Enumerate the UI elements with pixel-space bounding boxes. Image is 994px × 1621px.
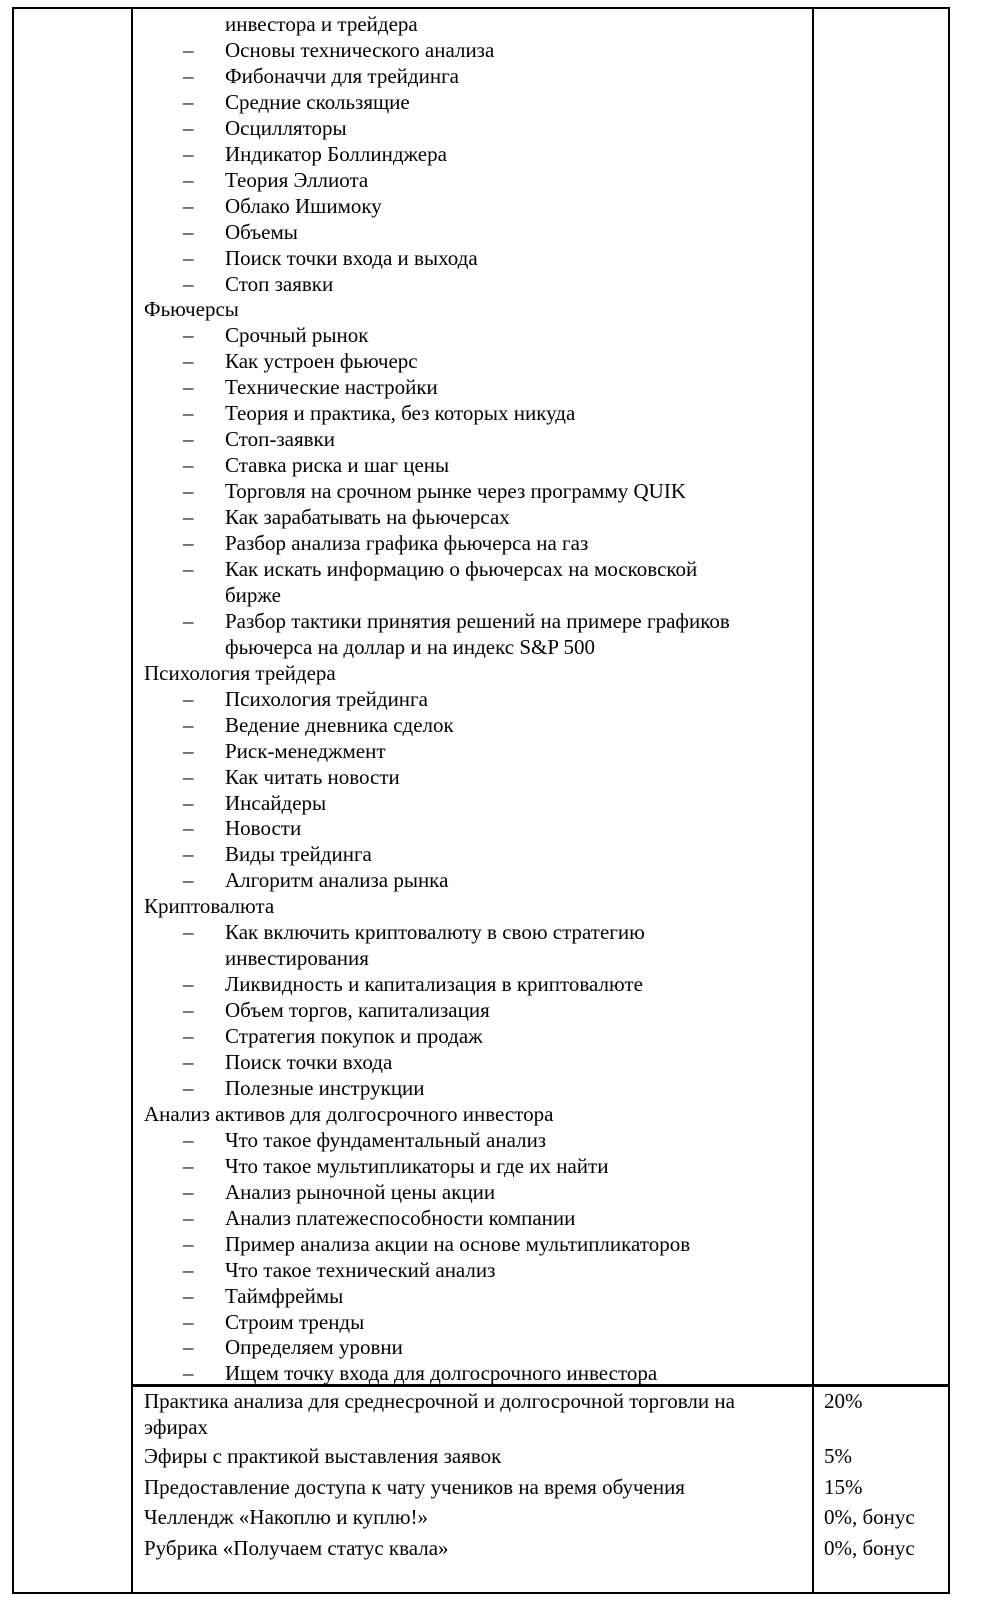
list-bullet: – — [183, 272, 194, 296]
section-heading: Криптовалюта — [144, 894, 275, 918]
list-bullet: – — [183, 168, 194, 192]
section-heading: Фьючерсы — [144, 297, 239, 321]
row-share-value: 0%, бонус — [824, 1536, 915, 1560]
row-description: Предоставление доступа к чату учеников на время обучения — [144, 1475, 685, 1499]
list-bullet: – — [183, 557, 194, 581]
list-bullet: – — [183, 479, 194, 503]
list-bullet: – — [183, 375, 194, 399]
list-item: Как читать новости — [225, 765, 400, 789]
row-share-value: 5% — [824, 1444, 852, 1468]
list-item: Разбор анализа графика фьючерса на газ — [225, 531, 589, 555]
row-description: Эфиры с практикой выставления заявок — [144, 1444, 502, 1468]
list-item: Разбор тактики принятия решений на примере графиков — [225, 609, 730, 633]
list-item: Объем торгов, капитализация — [225, 998, 490, 1022]
list-bullet: – — [183, 1206, 194, 1230]
list-bullet: – — [183, 687, 194, 711]
section-heading: Анализ активов для долгосрочного инвестора — [144, 1102, 554, 1126]
list-bullet: – — [183, 64, 194, 88]
list-item: Пример анализа акции на основе мультипликаторов — [225, 1232, 691, 1256]
list-item: Стоп-заявки — [225, 427, 335, 451]
list-item: Виды трейдинга — [225, 842, 372, 866]
list-item-continuation: бирже — [225, 583, 281, 607]
list-bullet: – — [183, 505, 194, 529]
list-bullet: – — [183, 1050, 194, 1074]
list-item: Ставка риска и шаг цены — [225, 453, 450, 477]
row-share-value: 15% — [824, 1475, 863, 1499]
list-item: Индикатор Боллинджера — [225, 142, 447, 166]
list-item: Ликвидность и капитализация в криптовалюте — [225, 972, 643, 996]
list-item: Теория и практика, без которых никуда — [225, 401, 576, 425]
list-bullet: – — [183, 1076, 194, 1100]
list-bullet: – — [183, 401, 194, 425]
list-item: Как устроен фьючерс — [225, 349, 418, 373]
list-bullet: – — [183, 1335, 194, 1359]
list-bullet: – — [183, 816, 194, 840]
list-bullet: – — [183, 765, 194, 789]
list-item: Анализ платежеспособности компании — [225, 1206, 576, 1230]
list-bullet: – — [183, 1128, 194, 1152]
list-item: Определяем уровни — [225, 1335, 403, 1359]
list-item: Инсайдеры — [225, 791, 327, 815]
section-heading: Психология трейдера — [144, 661, 336, 685]
list-item: Новости — [225, 816, 302, 840]
list-bullet: – — [183, 323, 194, 347]
list-bullet: – — [183, 1154, 194, 1178]
list-item: Средние скользящие — [225, 90, 410, 114]
list-bullet: – — [183, 609, 194, 633]
list-bullet: – — [183, 1180, 194, 1204]
list-bullet: – — [183, 972, 194, 996]
list-bullet: – — [183, 38, 194, 62]
list-bullet: – — [183, 349, 194, 373]
list-item: Поиск точки входа — [225, 1050, 393, 1074]
list-bullet: – — [183, 1024, 194, 1048]
row-description: Практика анализа для среднесрочной и долгосрочной торговли на — [144, 1389, 735, 1413]
list-item: Теория Эллиота — [225, 168, 369, 192]
row-share-value: 0%, бонус — [824, 1505, 915, 1529]
list-bullet: – — [183, 739, 194, 763]
list-bullet: – — [183, 116, 194, 140]
list-item: Психология трейдинга — [225, 687, 428, 711]
row-description: эфирах — [144, 1415, 209, 1439]
table-border-right — [948, 7, 950, 1594]
list-item: Как включить криптовалюту в свою стратегию — [225, 920, 645, 944]
list-item: Строим тренды — [225, 1310, 365, 1334]
list-item: Стоп заявки — [225, 272, 334, 296]
list-item: Как зарабатывать на фьючерсах — [225, 505, 510, 529]
list-item: Анализ рыночной цены акции — [225, 1180, 496, 1204]
list-item: Ищем точку входа для долгосрочного инвестора — [225, 1361, 658, 1385]
table-border-bottom — [12, 1592, 950, 1594]
list-bullet: – — [183, 220, 194, 244]
table-border-top — [12, 7, 950, 9]
list-bullet: – — [183, 531, 194, 555]
list-item: Поиск точки входа и выхода — [225, 246, 478, 270]
list-item: Фибоначчи для трейдинга — [225, 64, 460, 88]
list-item: Срочный рынок — [225, 323, 369, 347]
list-bullet: – — [183, 453, 194, 477]
list-item-continuation: фьючерса на доллар и на индекс S&P 500 — [225, 635, 596, 659]
list-item: Таймфреймы — [225, 1284, 344, 1308]
list-bullet: – — [183, 842, 194, 866]
list-bullet: – — [183, 920, 194, 944]
row-description: Рубрика «Получаем статус квала» — [144, 1536, 449, 1560]
column-divider-left — [131, 7, 133, 1594]
list-item: Алгоритм анализа рынка — [225, 868, 449, 892]
list-bullet: – — [183, 1310, 194, 1334]
list-bullet: – — [183, 427, 194, 451]
list-bullet: – — [183, 142, 194, 166]
table-border-left — [12, 7, 14, 1594]
list-item: Торговля на срочном рынке через программу QUIK — [225, 479, 686, 503]
list-item: Как искать информацию о фьючерсах на московской — [225, 557, 698, 581]
list-item: Ведение дневника сделок — [225, 713, 454, 737]
list-item: Облако Ишимоку — [225, 194, 382, 218]
list-bullet: – — [183, 1258, 194, 1282]
list-bullet: – — [183, 1361, 194, 1385]
column-divider-right — [812, 7, 814, 1594]
list-bullet: – — [183, 1232, 194, 1256]
list-item: Осцилляторы — [225, 116, 347, 140]
row-share-value: 20% — [824, 1389, 863, 1413]
list-item: Технические настройки — [225, 375, 438, 399]
list-item: Что такое мультипликаторы и где их найти — [225, 1154, 609, 1178]
list-bullet: – — [183, 246, 194, 270]
list-bullet: – — [183, 90, 194, 114]
list-item: Полезные инструкции — [225, 1076, 425, 1100]
list-bullet: – — [183, 868, 194, 892]
list-item: Что такое фундаментальный анализ — [225, 1128, 547, 1152]
list-item-continuation: инвестирования — [225, 946, 369, 970]
row-description: Челлендж «Накоплю и куплю!» — [144, 1505, 429, 1529]
list-bullet: – — [183, 194, 194, 218]
list-bullet: – — [183, 1284, 194, 1308]
list-bullet: – — [183, 713, 194, 737]
list-item: Риск-менеджмент — [225, 739, 386, 763]
list-item-continuation: инвестора и трейдера — [225, 12, 418, 36]
list-bullet: – — [183, 998, 194, 1022]
list-item: Основы технического анализа — [225, 38, 495, 62]
list-item: Стратегия покупок и продаж — [225, 1024, 483, 1048]
list-bullet: – — [183, 791, 194, 815]
list-item: Что такое технический анализ — [225, 1258, 496, 1282]
list-item: Объемы — [225, 220, 298, 244]
